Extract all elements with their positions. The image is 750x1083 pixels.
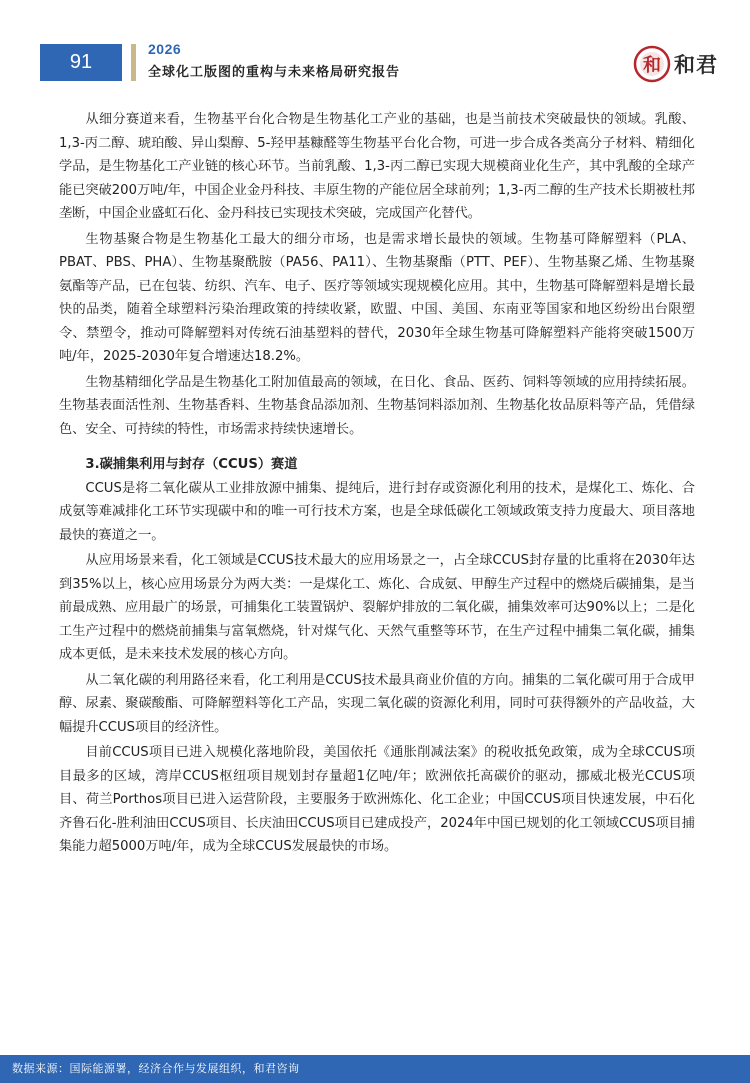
body-paragraph: 目前CCUS项目已进入规模化落地阶段，美国依托《通胀削减法案》的税收抵免政策，成为全球CCUS项目最多的区域，湾岸CCUS枢纽项目规划封存量超1亿吨/年；欧洲依托高碳价的驱动，挪威北极光CCUS项目、荷兰Porthos项目已进入运营阶段，主要服务于欧洲炼化、化工企业；中国CCUS项目快速发展，中石化齐鲁石化-胜利油田CCUS项目、长庆油田CCUS项目已建成投产，2024年中国已规划的化工领域CCUS项目捕集能力超5000万吨/年，成为全球CCUS发展最快的市场。	[59, 745, 695, 854]
page-number-badge: 91	[40, 44, 122, 81]
body-paragraph: CCUS是将二氧化碳从工业排放源中捕集、提纯后，进行封存或资源化利用的技术，是煤化工、炼化、合成氨等难减排化工环节实现碳中和的唯一可行技术方案，也是全球低碳化工领域政策支持力度最大、项目落地最快的赛道之一。	[59, 480, 695, 543]
report-title: 全球化工版图的重构与未来格局研究报告	[148, 65, 401, 80]
body-paragraph: 从应用场景来看，化工领域是CCUS技术最大的应用场景之一，占全球CCUS封存量的比重将在2030年达到35%以上，核心应用场景分为两大类：一是煤化工、炼化、合成氨、甲醇生产过程中的燃烧后碳捕集，是当前最成熟、应用最广的场景，可捕集化工装置锅炉、裂解炉排放的二氧化碳，捕集效率可达90%以上；二是化工生产过程中的燃烧前捕集与富氧燃烧，针对煤气化、天然气重整等环节，在生产过程中捕集二氧化碳，捕集成本更低，是未来技术发展的核心方向。	[59, 553, 695, 662]
logo-seal-icon	[632, 44, 672, 84]
svg-text:和: 和	[643, 55, 661, 76]
section-heading: 3.碳捕集利用与封存（CCUS）赛道	[85, 457, 298, 472]
brand-logo	[632, 44, 718, 84]
body-paragraph: 从细分赛道来看，生物基平台化合物是生物基化工产业的基础，也是当前技术突破最快的领域。乳酸、1,3-丙二醇、琥珀酸、异山梨醇、5-羟甲基糠醛等生物基平台化合物，可进一步合成各类高分子材料、精细化学品，是生物基化工产业链的核心环节。当前乳酸、1,3-丙二醇已实现大规模商业化生产，其中乳酸的全球产能已突破200万吨/年，中国企业金丹科技、丰原生物的产能位居全球前列；1,3-丙二醇的生产技术长期被杜邦垄断，中国企业盛虹石化、金丹科技已实现技术突破，完成国产化替代。	[59, 112, 695, 221]
report-body	[59, 108, 695, 859]
logo-text: 和君	[674, 53, 718, 77]
body-paragraph: 从二氧化碳的利用路径来看，化工利用是CCUS技术最具商业价值的方向。捕集的二氧化碳可用于合成甲醇、尿素、聚碳酸酯、可降解塑料等化工产品，实现二氧化碳的资源化利用，同时可获得额外的产品收益，大幅提升CCUS项目的经济性。	[59, 672, 695, 735]
header-divider	[131, 44, 136, 81]
body-paragraph: 生物基精细化学品是生物基化工附加值最高的领域，在日化、食品、医药、饲料等领域的应用持续拓展。生物基表面活性剂、生物基香料、生物基食品添加剂、生物基饲料添加剂、生物基化妆品原料等产品，凭借绿色、安全、可持续的特性，市场需求持续快速增长。	[59, 374, 695, 437]
body-paragraph: 生物基聚合物是生物基化工最大的细分市场，也是需求增长最快的领域。生物基可降解塑料（PLA、PBAT、PBS、PHA）、生物基聚酰胺（PA56、PA11）、生物基聚酯（PTT、PEF）、生物基聚乙烯、生物基聚氨酯等产品，已在包装、纺织、汽车、电子、医疗等领域实现规模化应用。其中，生物基可降解塑料是增长最快的品类，随着全球塑料污染治理政策的持续收紧，欧盟、中国、美国、东南亚等国家和地区纷纷出台限塑令、禁塑令，推动可降解塑料对传统石油基塑料的替代，2030年全球生物基可降解塑料产能将突破1500万吨/年，2025-2030年复合增速达18.2%。	[59, 231, 695, 364]
data-source-footer: 数据来源：国际能源署，经济合作与发展组织，和君咨询	[0, 1055, 750, 1083]
report-year: 2026	[148, 41, 182, 57]
